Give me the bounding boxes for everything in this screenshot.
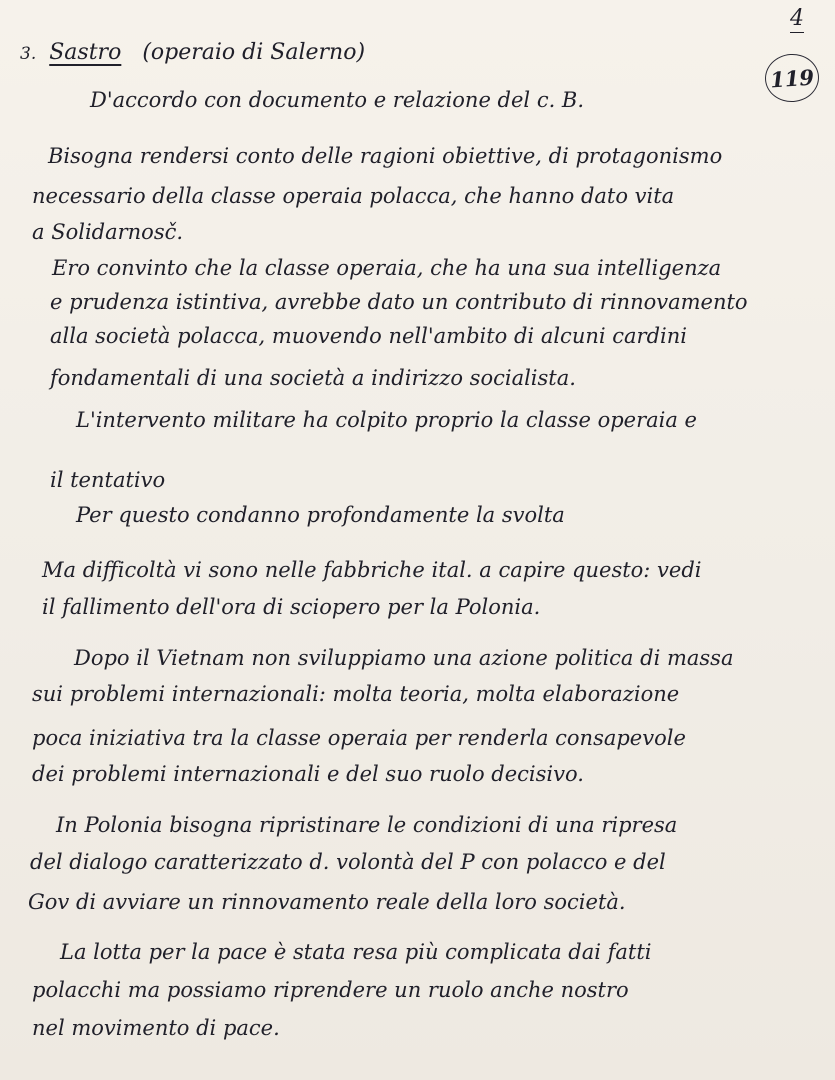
text-line: Per questo condanno profondamente la svolta [76,503,565,527]
text-line: necessario della classe operaia polacca, che hanno dato vita [32,184,675,208]
speaker-name: Sastro [49,40,122,65]
text-line: il fallimento dell'ora di sciopero per la Polonia. [42,595,541,619]
text-line: In Polonia bisogna ripristinare le condizioni di una ripresa [56,813,678,837]
text-line: Bisogna rendersi conto delle ragioni obiettive, di protagonismo [48,144,723,168]
text-line: Ma difficoltà vi sono nelle fabbriche ital. a capire questo: vedi [42,558,702,582]
text-line: D'accordo con documento e relazione del c. B. [90,88,585,112]
text-line: e prudenza istintiva, avrebbe dato un contributo di rinnovamento [50,290,748,314]
speaker-heading [20,40,365,65]
text-line: a Solidarnosč. [32,220,184,244]
text-line: il tentativo [50,468,166,492]
heading-number: 3. [20,44,37,64]
page-number: 4 [790,6,804,31]
text-line: dei problemi internazionali e del suo ruolo decisivo. [32,762,584,786]
text-line: nel movimento di pace. [32,1016,280,1040]
text-line: alla società polacca, muovendo nell'ambito di alcuni cardini [50,324,687,348]
folio-stamp [763,52,820,104]
text-line: Ero convinto che la classe operaia, che ha una sua intelligenza [52,256,722,280]
text-line: Gov di avviare un rinnovamento reale della loro società. [28,890,626,914]
folio-number: 119 [769,64,815,92]
text-line: del dialogo caratterizzato d. volontà del P con polacco e del [30,850,666,874]
speaker-note: (operaio di Salerno) [142,40,366,65]
text-line: polacchi ma possiamo riprendere un ruolo anche nostro [32,978,629,1002]
text-line: poca iniziativa tra la classe operaia per renderla consapevole [32,726,686,750]
text-line: Dopo il Vietnam non sviluppiamo una azione politica di massa [74,646,734,670]
text-line: sui problemi internazionali: molta teoria, molta elaborazione [32,682,680,706]
text-line: L'intervento militare ha colpito proprio la classe operaia e [76,408,697,432]
text-line: fondamentali di una società a indirizzo socialista. [50,366,576,390]
text-line: La lotta per la pace è stata resa più complicata dai fatti [60,940,652,964]
